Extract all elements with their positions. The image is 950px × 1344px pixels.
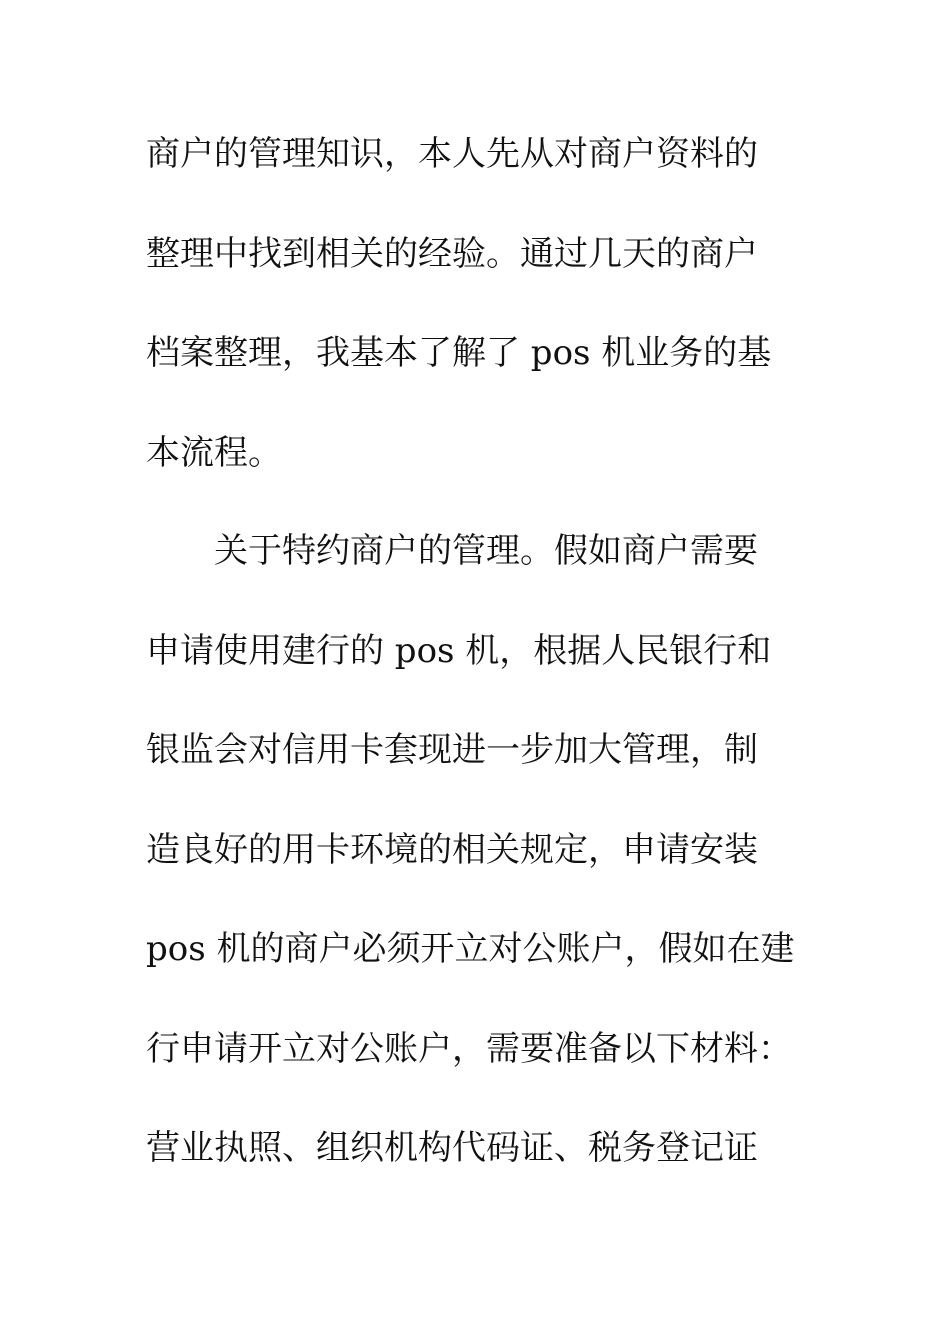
text-line: 造良好的用卡环境的相关规定，申请安装	[146, 830, 758, 870]
text-line: 银监会对信用卡套现进一步加大管理，制	[146, 730, 758, 770]
text-line: pos 机的商户必须开立对公账户，假如在建	[146, 929, 795, 969]
paragraph-start-line: 关于特约商户的管理。假如商户需要	[214, 531, 758, 571]
text-line: 申请使用建行的 pos 机，根据人民银行和	[146, 631, 772, 671]
text-line: 档案整理，我基本了解了 pos 机业务的基	[146, 333, 772, 373]
text-line: 行申请开立对公账户，需要准备以下材料：	[146, 1029, 792, 1069]
text-line: 营业执照、组织机构代码证、税务登记证	[146, 1128, 758, 1168]
text-line: 本流程。	[146, 433, 282, 473]
text-line: 商户的管理知识，本人先从对商户资料的	[146, 134, 758, 174]
text-line: 整理中找到相关的经验。通过几天的商户	[146, 234, 758, 274]
